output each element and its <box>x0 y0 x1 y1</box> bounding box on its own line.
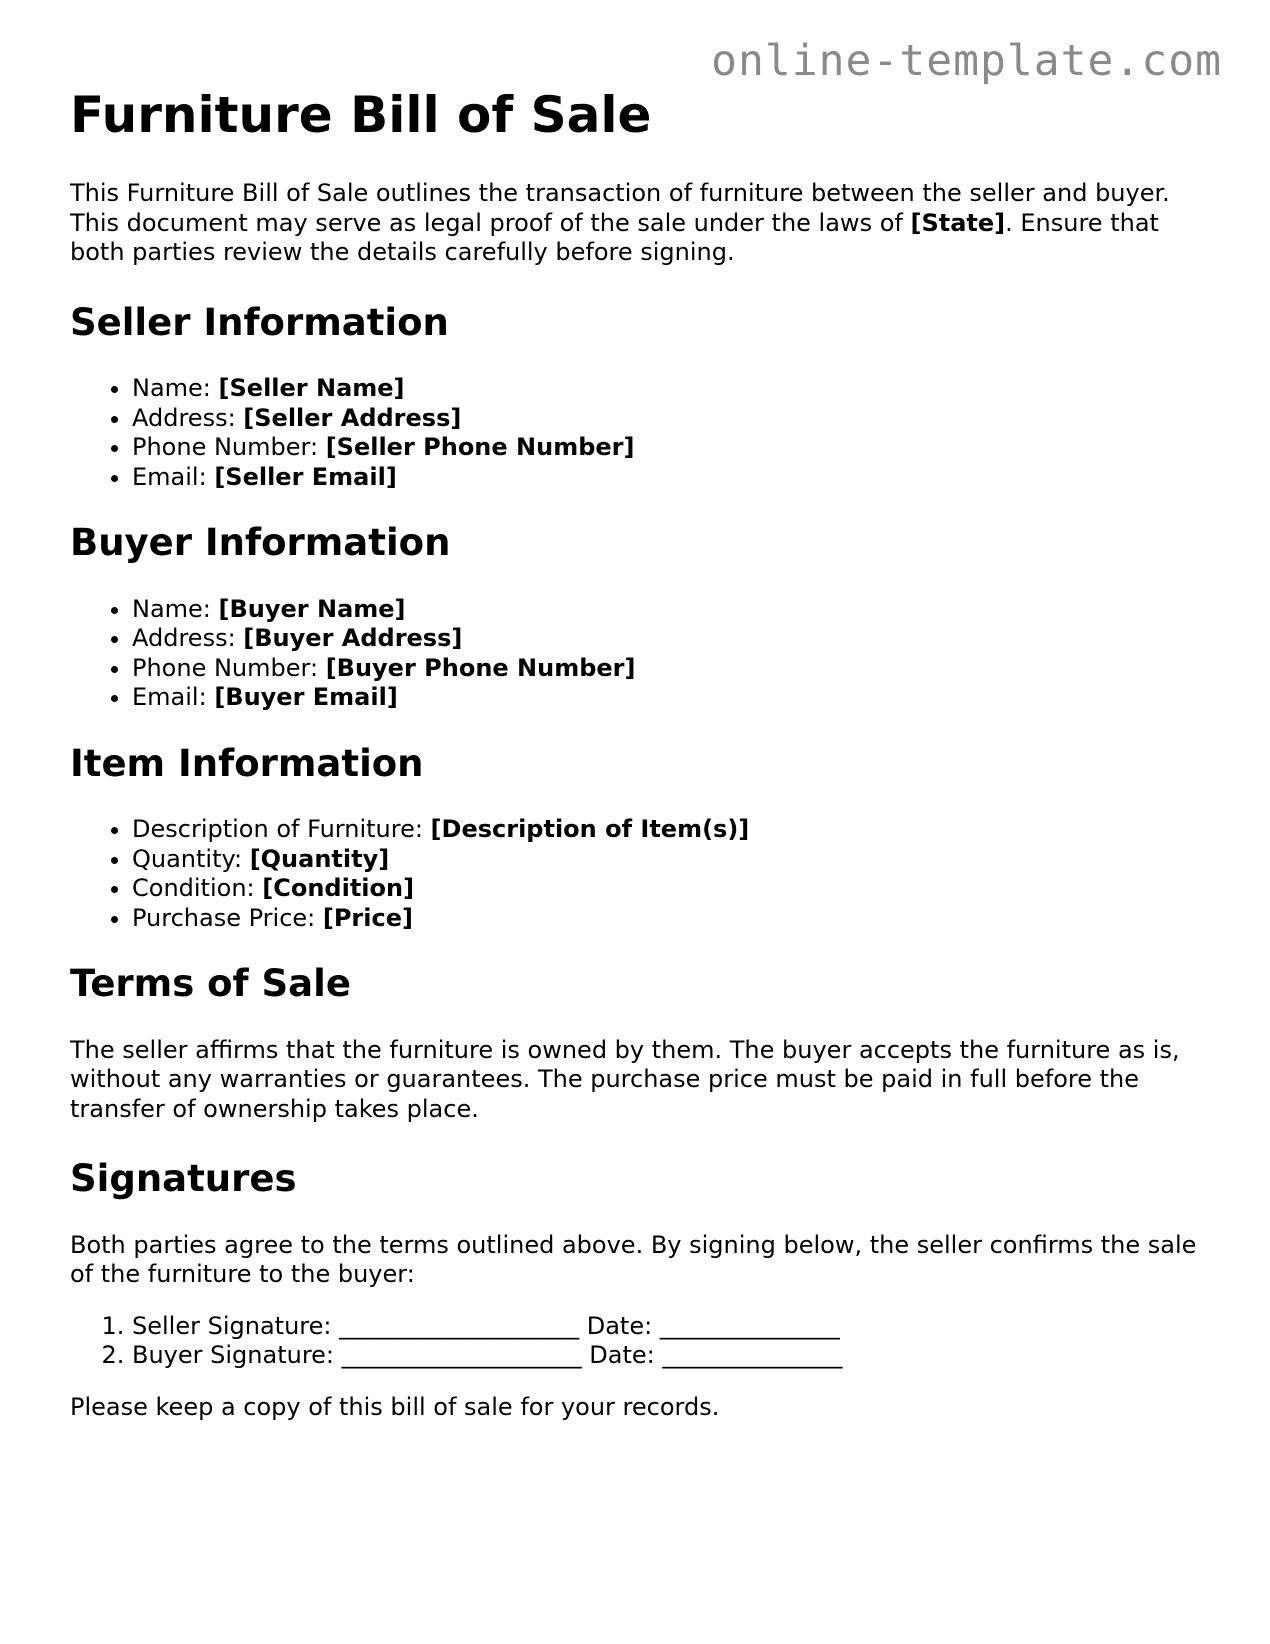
list-item: • Phone Number: [Seller Phone Number] <box>132 433 1200 463</box>
item-list <box>70 815 1200 933</box>
state-placeholder: [State] <box>910 208 1006 237</box>
list-item: • Email: [Buyer Email] <box>132 683 1200 713</box>
list-item: • Email: [Seller Email] <box>132 463 1200 493</box>
intro-paragraph: This Furniture Bill of Sale outlines the transaction of furniture between the seller and buyer. This document may serve as legal proof of the sale under the laws of [State]. Ensure that both parties review the details carefully before signing. <box>70 179 1170 266</box>
buyer-list <box>70 595 1200 713</box>
list-item: • Name: [Seller Name] <box>132 374 1200 404</box>
signature-list <box>70 1312 1200 1371</box>
document-title: Furniture Bill of Sale <box>70 86 652 144</box>
list-item: • Address: [Seller Address] <box>132 404 1200 434</box>
list-item: • Name: [Buyer Name] <box>132 595 1200 625</box>
list-item: • Phone Number: [Buyer Phone Number] <box>132 654 1200 684</box>
list-item: • Purchase Price: [Price] <box>132 904 1200 934</box>
list-item: • Condition: [Condition] <box>132 874 1200 904</box>
terms-paragraph: The seller affirms that the furniture is owned by them. The buyer accepts the furniture as is, without any warranties or guarantees. The purchase price must be paid in full before the transfer of ownership takes place. <box>70 1035 1180 1123</box>
seller-heading: Seller Information <box>70 300 449 344</box>
buyer-signature-line: 2. Buyer Signature: ____________________ Date: _______________ <box>132 1341 1200 1371</box>
signatures-heading: Signatures <box>70 1157 297 1201</box>
buyer-heading: Buyer Information <box>70 521 451 565</box>
item-heading: Item Information <box>70 741 424 785</box>
seller-signature-line: 1. Seller Signature: ____________________ Date: _______________ <box>132 1312 1200 1342</box>
closing-note: Please keep a copy of this bill of sale for your records. <box>70 1392 720 1421</box>
list-item: • Description of Furniture: [Description of Item(s)] <box>132 815 1200 845</box>
signatures-paragraph: Both parties agree to the terms outlined above. By signing below, the seller confirms the sale of the furniture to the buyer: <box>70 1230 1197 1289</box>
list-item: • Address: [Buyer Address] <box>132 624 1200 654</box>
document-page <box>70 88 1200 1456</box>
list-item: • Quantity: [Quantity] <box>132 845 1200 875</box>
watermark: online-template.com <box>711 36 1222 86</box>
seller-list <box>70 374 1200 492</box>
terms-heading: Terms of Sale <box>70 962 351 1006</box>
